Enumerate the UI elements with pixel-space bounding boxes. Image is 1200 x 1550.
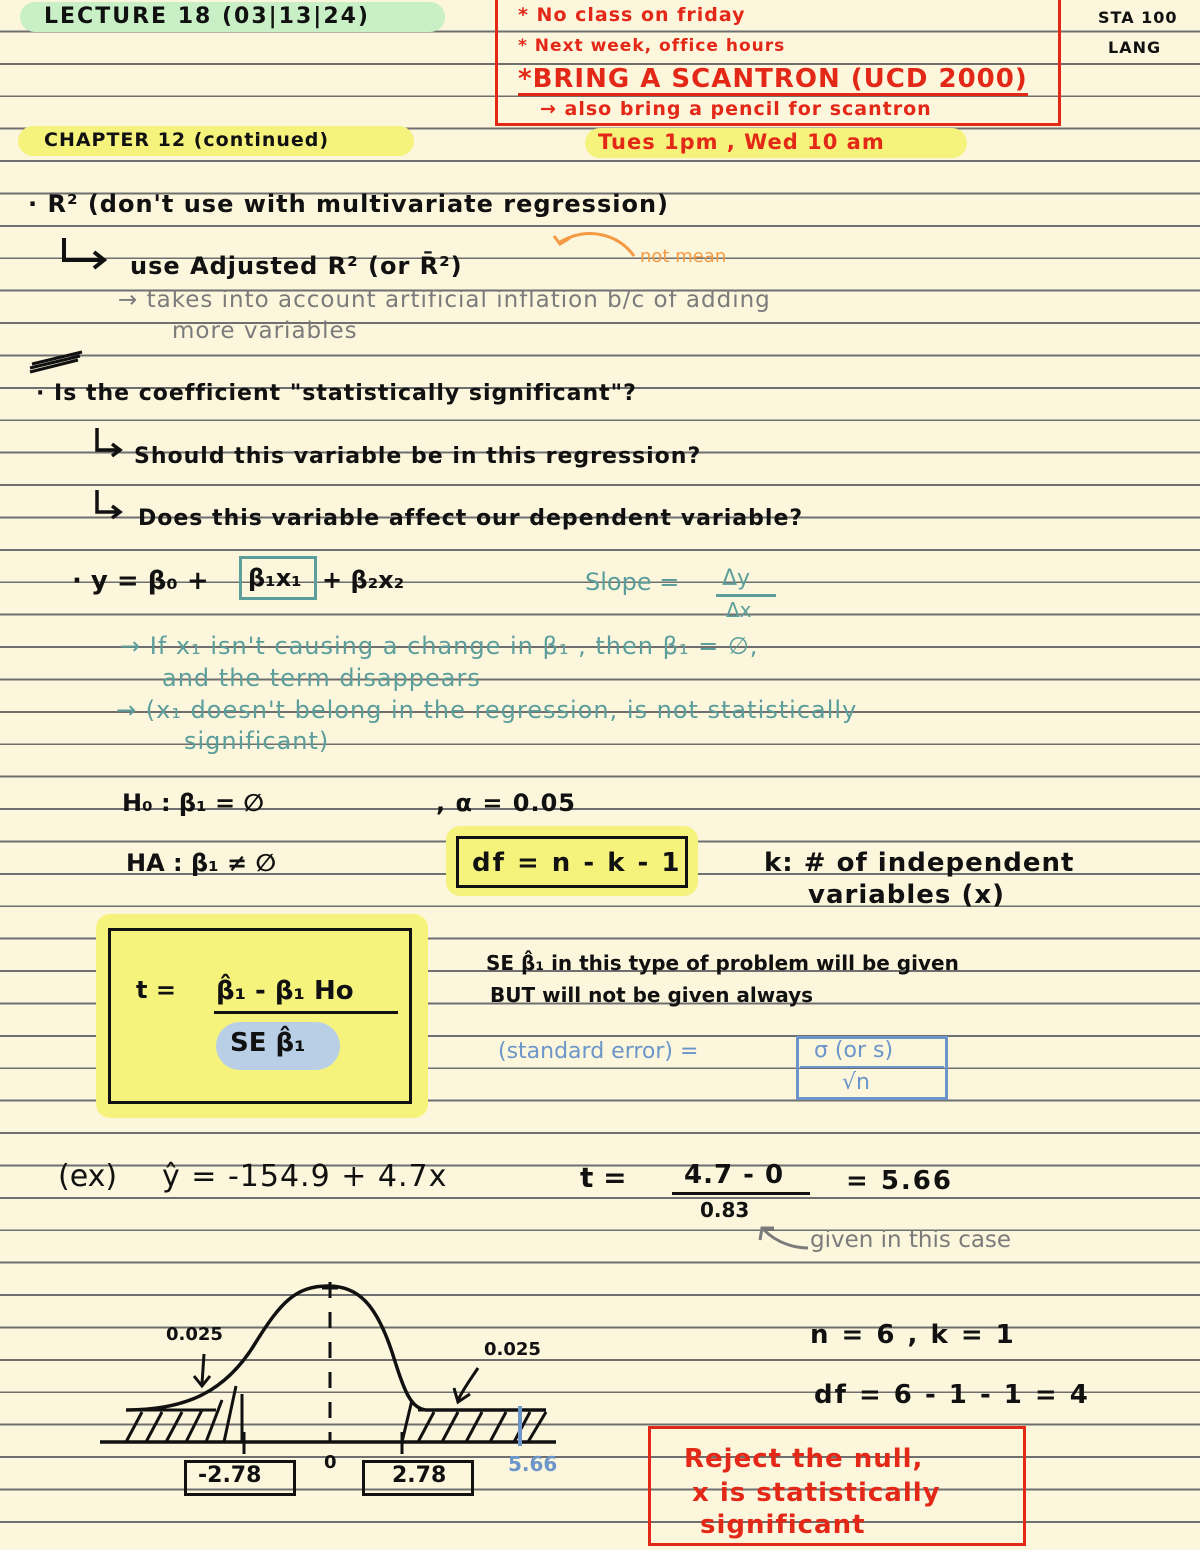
zero-label: 0	[324, 1452, 337, 1473]
announcement-no-class: * No class on friday	[518, 4, 746, 26]
se-note-2: BUT will not be given always	[490, 983, 814, 1007]
model-equation-lead: · y = β₀ +	[72, 566, 209, 596]
adjusted-detail-1: → takes into account artificial inflation b/c of adding	[118, 287, 771, 313]
arrow-icon	[92, 426, 132, 460]
curved-arrow-icon	[548, 226, 648, 266]
not-mean-note: not mean	[640, 246, 727, 267]
arrow-icon	[58, 236, 118, 276]
example-t-result: = 5.66	[846, 1166, 953, 1196]
t-formula-box	[108, 928, 412, 1104]
n-k-values: n = 6 , k = 1	[810, 1320, 1016, 1350]
example-t-denominator: 0.83	[700, 1198, 750, 1222]
k-definition-2: variables (x)	[808, 880, 1005, 910]
model-note-1: → If x₁ isn't causing a change in β₁ , then β₁ = ∅,	[120, 632, 759, 660]
t-formula-t: t =	[136, 976, 176, 1004]
alpha-level: , α = 0.05	[436, 789, 576, 817]
model-equation-tail: + β₂x₂	[322, 566, 405, 594]
curved-arrow-icon	[756, 1222, 816, 1256]
df-formula: df = n - k - 1	[472, 848, 682, 878]
r-squared-bullet: · R² (don't use with multivariate regression)	[28, 190, 670, 218]
alt-hypothesis: HA : β₁ ≠ ∅	[126, 849, 277, 877]
std-error-numerator: σ (or s)	[814, 1038, 894, 1063]
conclusion-line-3: significant	[700, 1510, 866, 1540]
example-equation: ŷ = -154.9 + 4.7x	[162, 1159, 448, 1194]
null-hypothesis: H₀ : β₁ = ∅	[122, 789, 264, 817]
adjusted-r-squared: use Adjusted R² (or R̄²)	[130, 252, 463, 280]
announcement-pencil: → also bring a pencil for scantron	[540, 98, 932, 120]
boxed-term: β₁x₁	[248, 564, 302, 592]
slope-label: Slope =	[585, 568, 680, 596]
significance-question: · Is the coefficient "statistically significant"?	[36, 381, 637, 406]
slope-denominator: Δx	[726, 598, 752, 622]
example-t-bar	[672, 1192, 810, 1195]
std-error-denominator: √n	[842, 1070, 870, 1095]
t-formula-denominator: SE β̂₁	[230, 1028, 306, 1058]
instructor-name: LANG	[1108, 38, 1162, 57]
conclusion-line-2: x is statistically	[692, 1478, 941, 1508]
model-note-2: and the term disappears	[162, 664, 481, 692]
announcement-office-hours: * Next week, office hours	[518, 36, 786, 56]
t-stat-marker-label: 5.66	[508, 1452, 558, 1476]
significance-sub-1: Should this variable be in this regression?	[134, 444, 702, 469]
k-definition-1: k: # of independent	[764, 848, 1075, 878]
significance-sub-2: Does this variable affect our dependent variable?	[138, 506, 804, 531]
std-error-bar	[800, 1066, 944, 1068]
slope-numerator: Δy	[722, 566, 751, 591]
std-error-label: (standard error) =	[498, 1039, 699, 1064]
example-label: (ex)	[58, 1159, 118, 1194]
model-note-4: significant)	[184, 727, 330, 755]
chapter-title: CHAPTER 12 (continued)	[44, 129, 330, 151]
right-critical-value: 2.78	[392, 1463, 447, 1488]
right-tail-label: 0.025	[484, 1339, 541, 1360]
slope-fraction-bar	[716, 594, 776, 597]
t-formula-numerator: β̂₁ - β₁ Ho	[216, 976, 354, 1006]
example-t-label: t =	[580, 1161, 627, 1194]
course-code: STA 100	[1098, 8, 1178, 27]
example-t-numerator: 4.7 - 0	[684, 1160, 785, 1190]
given-note: given in this case	[810, 1227, 1012, 1253]
office-hours-times: Tues 1pm , Wed 10 am	[598, 130, 885, 154]
conclusion-line-1: Reject the null,	[684, 1444, 924, 1474]
lecture-title: LECTURE 18 (03|13|24)	[44, 4, 370, 29]
df-calculation: df = 6 - 1 - 1 = 4	[814, 1380, 1090, 1410]
se-note-1: SE β̂₁ in this type of problem will be given	[486, 951, 959, 975]
t-formula-bar	[214, 1011, 398, 1014]
section-divider-icon	[28, 352, 88, 372]
announcement-scantron: *BRING A SCANTRON (UCD 2000)	[518, 64, 1028, 94]
adjusted-detail-2: more variables	[172, 318, 358, 344]
left-tail-label: 0.025	[166, 1324, 223, 1345]
left-critical-value: -2.78	[198, 1463, 262, 1488]
arrow-icon	[92, 488, 132, 522]
model-note-3: → (x₁ doesn't belong in the regression, is not statistically	[116, 696, 858, 724]
